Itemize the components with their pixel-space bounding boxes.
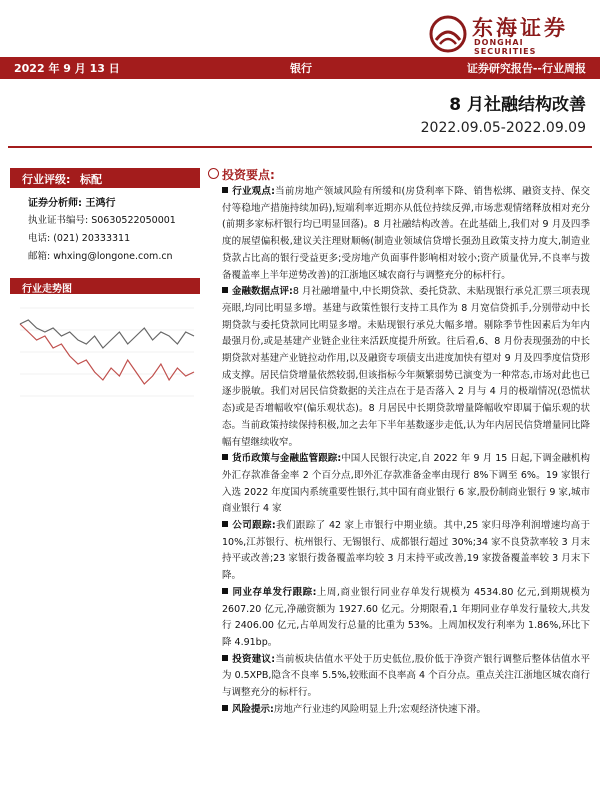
rating-label: 行业评级: — [22, 173, 71, 186]
point-head: 货币政策与金融监管跟踪: — [232, 453, 342, 465]
point-item — [222, 652, 590, 702]
point-head: 风险提示: — [232, 703, 274, 715]
point-text: 上周,商业银行同业存单发行规模为 4534.80 亿元,到期规模为 2607.20 亿元,净融资额为 1927.60 亿元。分期限看,1 年期同业存单发行量较大,共发行 2406.00 亿元,占单周发行总量的比重为 53%。上周加权发行利率为 1.86%,环比下降 4.91bp。 — [222, 586, 590, 648]
point-item — [222, 518, 590, 585]
report-type: 证券研究报告--行业周报 — [466, 62, 586, 75]
point-item — [222, 184, 590, 284]
industry-label: 银行 — [290, 62, 312, 75]
point-head: 行业观点: — [232, 186, 275, 197]
bullet-icon — [222, 588, 228, 594]
point-item — [222, 702, 590, 719]
donghai-logo — [428, 14, 588, 54]
bullet-icon — [222, 705, 228, 711]
bullet-icon — [222, 454, 228, 460]
series-line — [20, 324, 194, 384]
series-line — [20, 320, 194, 348]
trend-label: 行业走势图 — [22, 284, 72, 295]
point-text: 房地产行业违约风险明显上升;宏观经济快速下滑。 — [273, 703, 487, 715]
report-date: 2022 年 9 月 13 日 — [14, 62, 120, 75]
point-text: 中国人民银行决定,自 2022 年 9 月 15 日起,下调金融机构外汇存款准备金率 2 个百分点,即外汇存款准备金率由现行 8%下调至 6%。19 家银行入选 2022 年度国内系统重要性银行,其中国有商业银行 6 家,股份制商业银行 9 家,城市商业银行 4 家 — [222, 453, 590, 515]
key-points-body — [222, 184, 590, 719]
email-address[interactable]: 邮箱: whxing@longone.com.cn — [28, 251, 173, 262]
date-range: 2022.09.05-2022.09.09 — [420, 120, 586, 136]
industry-trend-chart — [14, 300, 200, 410]
point-text: 当前板块估值水平处于历史低位,股价低于净资产银行调整后整体估值水平为 0.5XPB,隐含不良率 5.5%,较账面不良率高 4 个百分点。重点关注江浙地区城农商行与调整充分的标杆行。 — [222, 653, 590, 699]
point-text: 当前房地产领域风险有所缓和(房贷利率下降、销售松绑、融资支持、保交付等稳地产措施持续加码),短端利率近期亦从低位持续反弹,市场悲观情绪释放相对充分(前期多家标杆银行均已明显回落)。8 月社融结构改善。在此基础上,我们对 9 月及四季度的展望偏积极,建议关注理财顺畅(制造业领域信贷增长强劲且政策支持力度大,制造业贷款占比高的银行受益更多;受房地产负面事件影响相对较小;资产质量优异,不良率与拨备覆盖率上半年逆势改善)的江浙地区城农商行与调整充分的标杆行。 — [222, 186, 590, 281]
point-item — [222, 284, 590, 451]
bullet-icon — [222, 655, 228, 661]
point-head: 投资建议: — [232, 653, 276, 665]
report-title: 8 月社融结构改善 — [449, 95, 586, 115]
point-text: 我们跟踪了 42 家上市银行中期业绩。其中,25 家归母净利润增速均高于 10%,江苏银行、杭州银行、无锡银行、成都银行超过 30%;34 家不良贷款率较 3 月末持平或改善;23 家银行拨备覆盖率均较 3 月末持平或改善,19 家拨备覆盖率较 3 月末下降。 — [222, 520, 590, 582]
point-item — [222, 451, 590, 518]
bullet-icon — [222, 187, 228, 193]
point-head: 公司跟踪: — [232, 520, 276, 532]
header-divider — [8, 146, 592, 148]
section-marker-icon — [208, 168, 219, 179]
analyst-name: 证券分析师: 王鸿行 — [28, 198, 116, 209]
logo-english: DONGHAI SECURITIES — [474, 38, 537, 56]
point-item — [222, 585, 590, 652]
logo-chinese: 东海证券 — [472, 16, 568, 40]
bullet-icon — [222, 521, 228, 527]
license-number: 执业证书编号: S0630522050001 — [28, 215, 176, 226]
phone-number: 电话: (021) 20333311 — [28, 233, 131, 244]
rating-value: 标配 — [80, 173, 102, 186]
point-text: 8 月社融增量中,中长期贷款、委托贷款、未贴现银行承兑汇票三项表现亮眼,均同比明显多增。基建与政策性银行支持工具作为 8 月宽信贷抓手,分别带动中长期贷款与委托贷款同比明显多增。未贴现银行承兑大幅多增。剔除季节性因素后为年内最强月份,或是基建产业链企业往来活跃度提升所致。往后看,6、8 月份表现强劲的中长期贷款对基建产业链拉动作用,以及融资专项债支出进度加快有望对 9 月及四季度信贷形成支撑。居民信贷增量依然较弱,但该指标今年频繁弱势已演变为一种常态,市场对此也已逐步脱敏。我们对居民信贷数据的关注点在于是否落入 2 月与 4 月的极端情况(恐慌状态)或是否增幅收窄(偏乐观状态)。8 月居民中长期贷款增量降幅收窄即属于偏乐观的状态。当前政策持续保持积极,加之去年下半年基数逐步走低,认为年内居民信贷增量同比降幅有望继续收窄。 — [222, 286, 590, 448]
point-head: 金融数据点评: — [232, 286, 293, 298]
point-head: 同业存单发行跟踪: — [232, 586, 317, 598]
logo-mark-icon — [428, 14, 468, 54]
key-points-title: 投资要点: — [222, 168, 275, 182]
bullet-icon — [222, 287, 228, 293]
